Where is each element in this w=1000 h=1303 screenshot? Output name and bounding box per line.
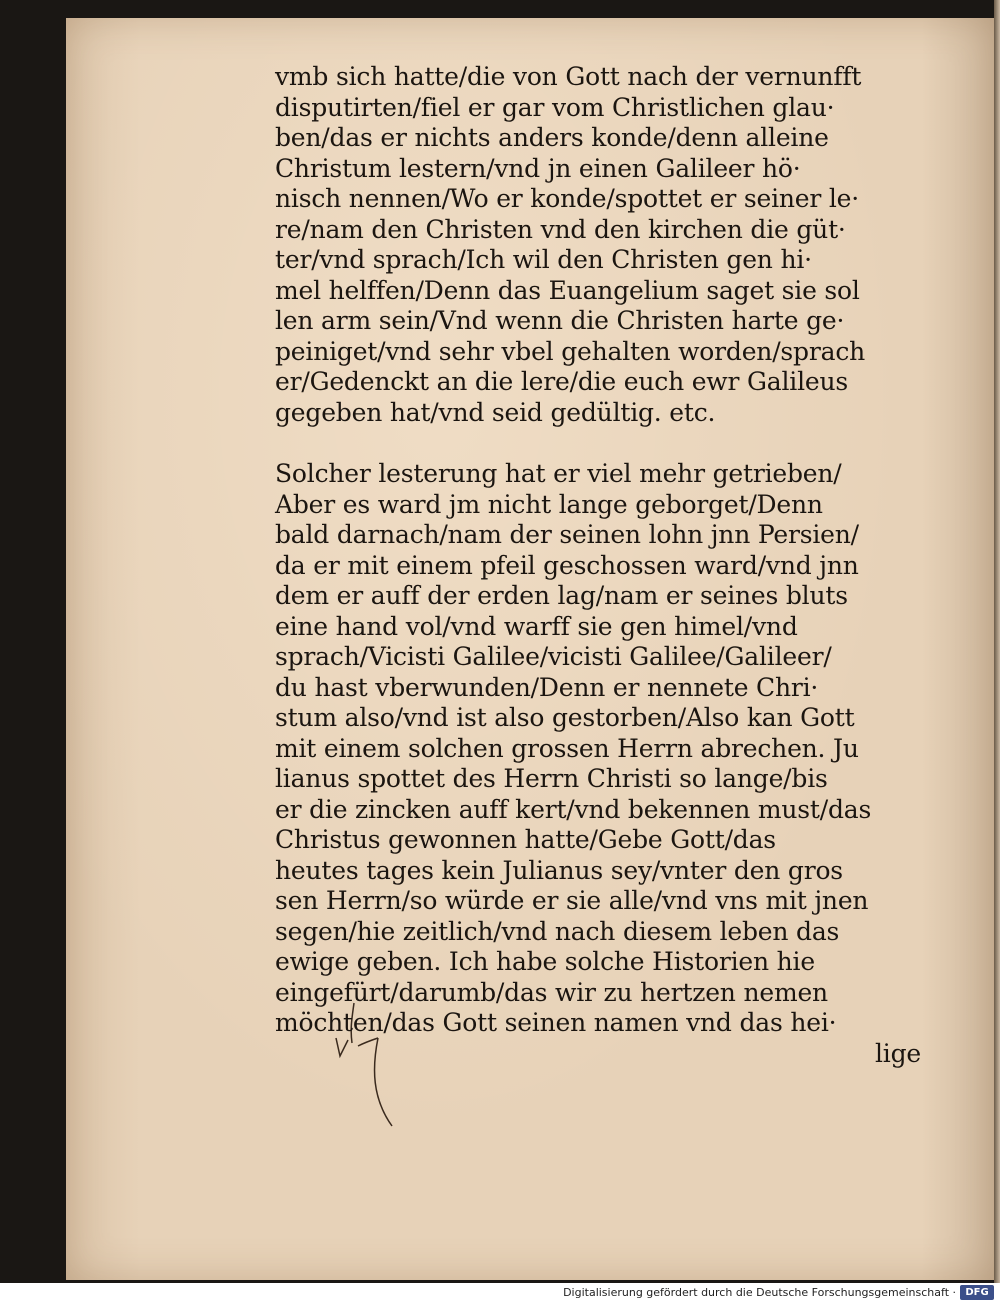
- text-line: segen/hie zeitlich/vnd nach diesem leben das: [275, 916, 840, 946]
- funding-credit: Digitalisierung gefördert durch die Deutsche Forschungsgemeinschaft ·: [563, 1286, 956, 1299]
- text-line: disputirten/fiel er gar vom Christlichen glau·: [275, 92, 835, 122]
- text-line: stum also/vnd ist also gestorben/Also kan Gott: [275, 703, 855, 732]
- page-edge: [994, 0, 1000, 1283]
- text-line: gegeben hat/vnd seid gedültig. etc.: [275, 397, 716, 427]
- catchword: lige: [875, 1038, 921, 1068]
- text-line: bald darnach/nam der seinen lohn jnn Persien/: [275, 520, 859, 549]
- text-line: er die zincken auff kert/vnd bekennen must/das: [275, 794, 872, 824]
- text-line: sen Herrn/so würde er sie alle/vnd vns mit jnen: [275, 886, 869, 915]
- text-line: ter/vnd sprach/Ich wil den Christen gen hi·: [275, 245, 812, 274]
- text-line: len arm sein/Vnd wenn die Christen harte ge·: [275, 306, 845, 335]
- text-line: lianus spottet des Herrn Christi so lange/bis: [275, 764, 828, 793]
- text-line: eingefürt/darumb/das wir zu hertzen nemen: [275, 977, 828, 1007]
- text-line: dem er auff der erden lag/nam er seines bluts: [275, 581, 848, 610]
- text-line: heutes tages kein Julianus sey/vnter den gros: [275, 855, 843, 885]
- text-line: peiniget/vnd sehr vbel gehalten worden/sprach: [275, 336, 866, 366]
- text-line: Christus gewonnen hatte/Gebe Gott/das: [275, 825, 776, 854]
- text-line: ewige geben. Ich habe solche Historien hie: [275, 947, 815, 976]
- footer-bar: [0, 1283, 1000, 1303]
- text-line: mel helffen/Denn das Euangelium saget sie sol: [275, 275, 860, 305]
- text-line: re/nam den Christen vnd den kirchen die güt·: [275, 214, 846, 244]
- text-line: eine hand vol/vnd warff sie gen himel/vnd: [275, 611, 798, 641]
- text-line: er/Gedenckt an die lere/die euch ewr Galileus: [275, 367, 848, 396]
- text-line: sprach/Vicisti Galilee/vicisti Galilee/Galileer/: [275, 642, 832, 671]
- page-text: [275, 62, 925, 1069]
- text-line: da er mit einem pfeil geschossen ward/vnd jnn: [275, 550, 859, 580]
- text-line: Christum lestern/vnd jn einen Galileer hö·: [275, 153, 801, 183]
- dfg-logo: DFG: [960, 1285, 994, 1300]
- text-line: vmb sich hatte/die von Gott nach der vernunfft: [275, 62, 862, 91]
- text-line: möchten/das Gott seinen namen vnd das hei·: [275, 1008, 837, 1037]
- text-line: nisch nennen/Wo er konde/spottet er seiner le·: [275, 184, 860, 213]
- text-line: ben/das er nichts anders konde/denn alleine: [275, 123, 829, 152]
- text-line: Aber es ward jm nicht lange geborget/Denn: [275, 489, 823, 519]
- paragraph-2: [275, 459, 925, 1039]
- text-line: mit einem solchen grossen Herrn abrechen. Ju: [275, 733, 859, 763]
- paragraph-1: [275, 62, 925, 428]
- text-line: Solcher lesterung hat er viel mehr getrieben/: [275, 459, 842, 488]
- text-line: du hast vberwunden/Denn er nennete Chri·: [275, 672, 819, 702]
